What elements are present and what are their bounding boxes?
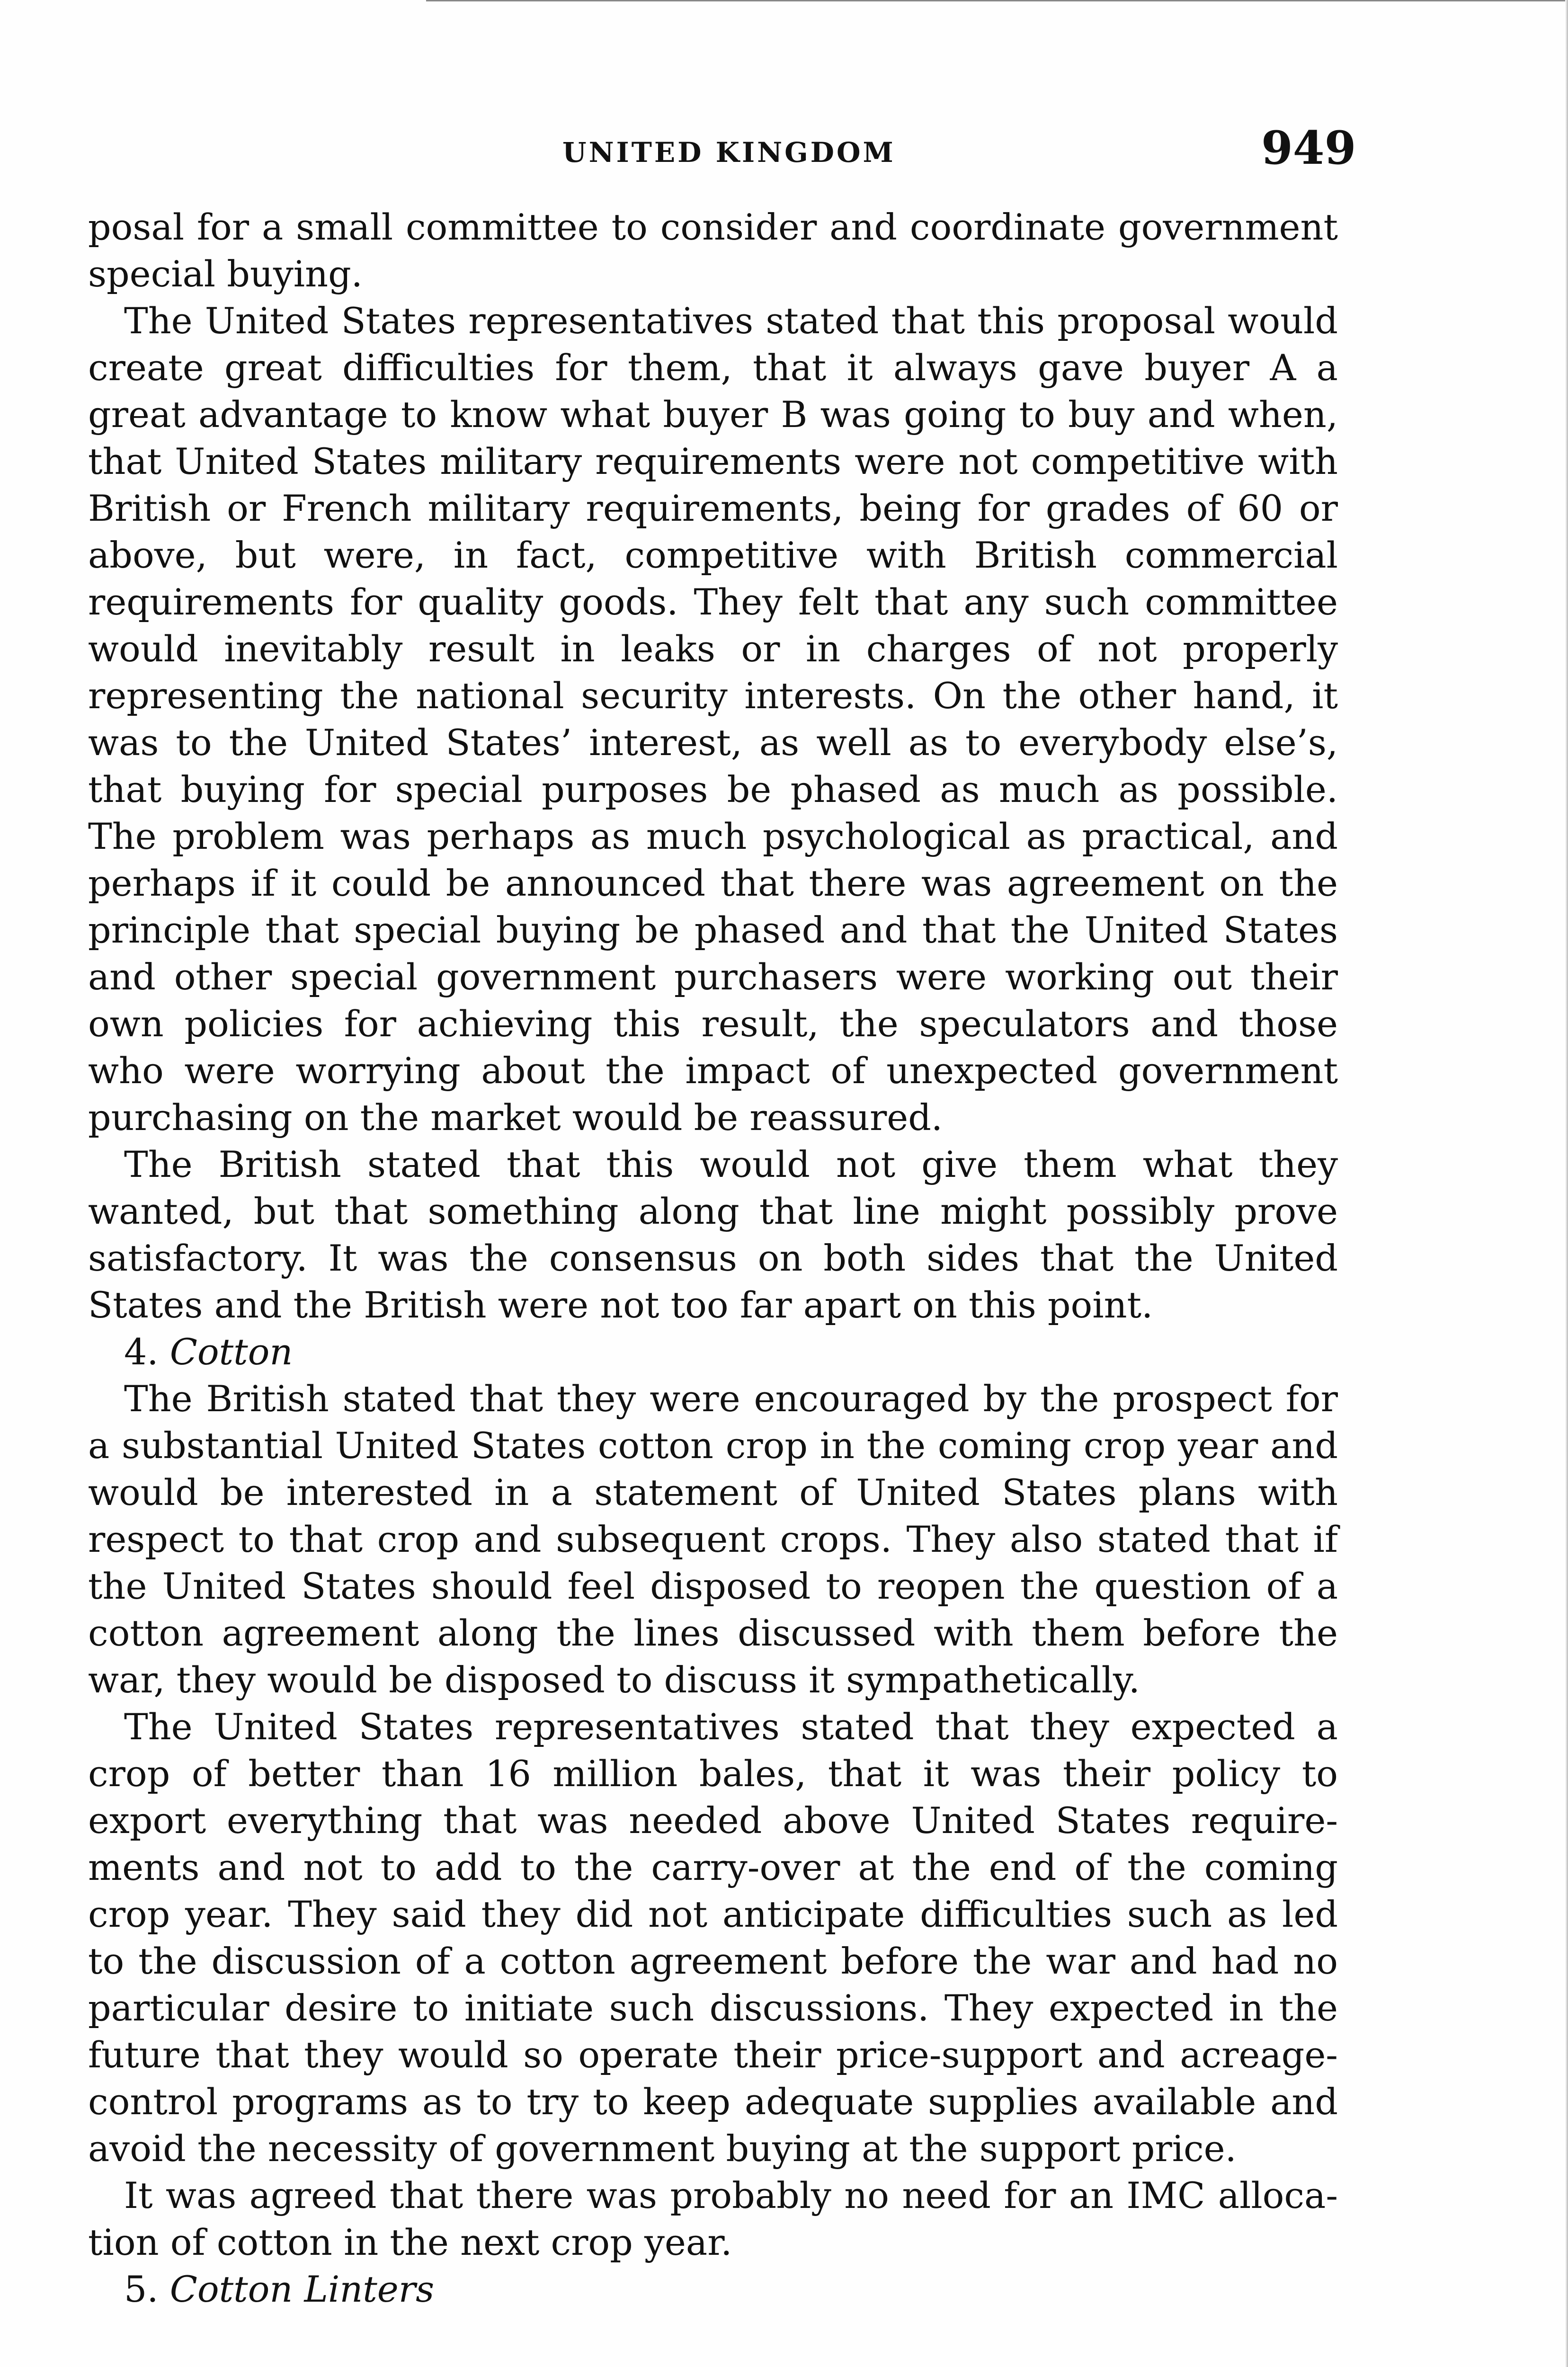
paragraph-british-response: The British stated that this would not give them what they wanted, but that something along that line might possibly prove satisfactory. It was the consensus on both sides that the United States and the British were not too far apart on this point. [88, 1143, 1338, 1326]
page-number: 949 [1261, 121, 1356, 175]
paragraph-imc-allocation: It was agreed that there was probably no need for an IMC allocation of cotton in the next crop year. [88, 2174, 1338, 2263]
section-heading-cotton [88, 1328, 1338, 1375]
paragraph-british-cotton: The British stated that they were encouraged by the prospect for a substantial United States cotton crop in the coming crop year and would be interested in a statement of United States plans with respect to that crop and subsequent crops. They also stated that if the United States should feel disposed to reopen the question of a cotton agreement along the lines discussed with them before the war, they would be disposed to discuss it sympathetically. [88, 1378, 1338, 1701]
body-text [88, 204, 1338, 2313]
section-title: Cotton Linters [169, 2268, 435, 2310]
paragraph-us-cotton-crop: The United States representatives stated that they expected a crop of better than 16 million bales, that it was their policy to export everything that was needed above United States requirements and not to add to the carry-over at the end of the coming crop year. They said they did not anticipate difficulties such as led to the discussion of a cotton agreement before the war and had no particular desire to initiate such discussions. They expected in the future that they would so operate their price-support and acreage-control programs as to try to keep adequate supplies available and avoid the necessity of government buying at the support price. [88, 1706, 1338, 2170]
running-head: UNITED KINGDOM [562, 136, 896, 169]
page-edge-shadow [1565, 0, 1568, 2367]
top-rule [426, 0, 1568, 1]
section-title: Cotton [169, 1331, 293, 1373]
paragraph-continued: posal for a small committee to consider and coordinate government special buying. [88, 206, 1338, 295]
section-number: 4. [124, 1331, 159, 1373]
section-number: 5. [124, 2268, 159, 2310]
section-heading-cotton-linters [88, 2266, 1338, 2313]
paragraph-us-representatives-proposal: The United States representatives stated that this proposal would create great difficulties for them, that it always gave buyer A a great advantage to know what buyer B was going to buy and when, that United States military requirements were not competitive with British or French military requirements, being for grades of 60 or above, but were, in fact, competitive with British commercial requirements for quality goods. They felt that any such committee would inevitably result in leaks or in charges of not properly representing the national security interests. On the other hand, it was to the United States’ interest, as well as to everybody else’s, that buying for special purposes be phased as much as possible. The problem was perhaps as much psychological as practical, and perhaps if it could be announced that there was agreement on the principle that special buying be phased and that the United States and other special government purchasers were working out their own policies for achieving this result, the speculators and those who were worrying about the impact of unexpected government purchasing on the market would be reassured. [88, 300, 1338, 1139]
